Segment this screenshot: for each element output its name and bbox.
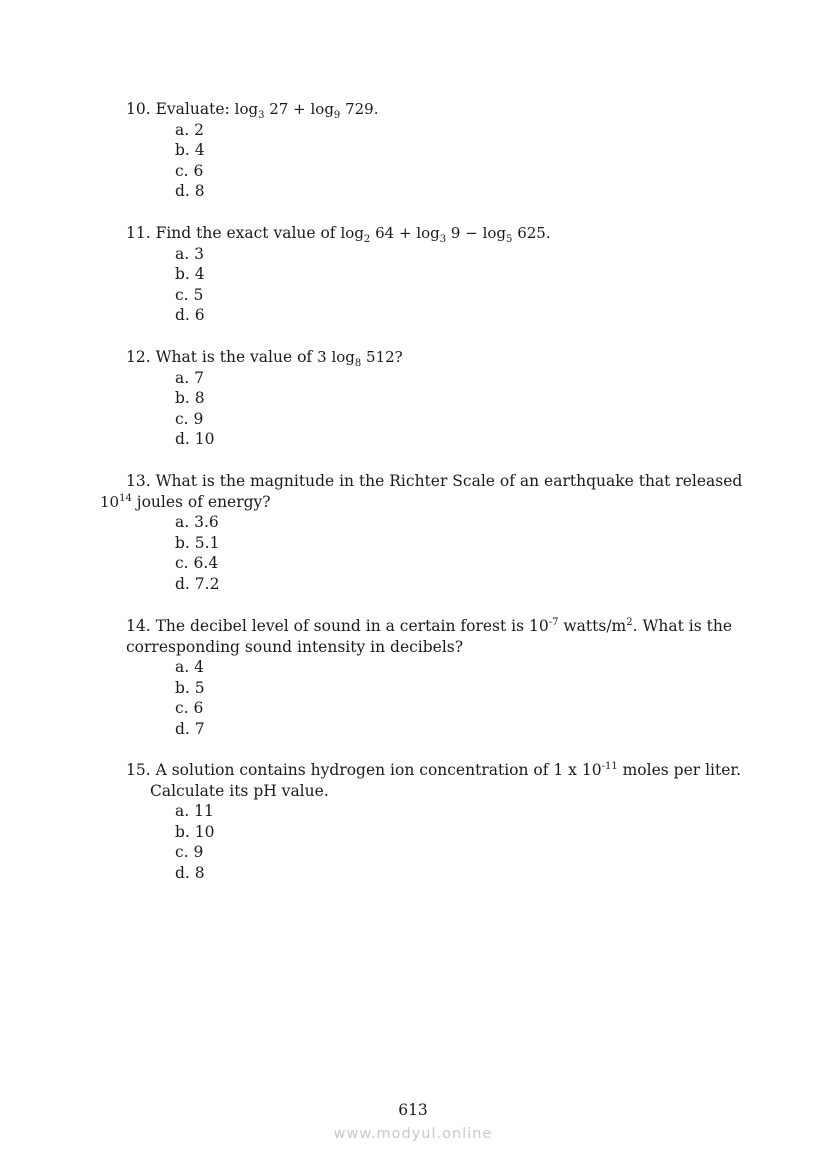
question-number: 10.: [126, 100, 151, 118]
answer-choices: [126, 120, 379, 202]
choice-a: a. 3.6: [175, 513, 219, 532]
answer-choices: [126, 368, 403, 450]
choice-d: d. 7.2: [175, 574, 220, 593]
question-10: [126, 99, 379, 202]
question-stem-line-2: Calculate its pH value.: [150, 781, 329, 800]
choice-c: c. 5: [175, 285, 204, 304]
answer-choices: [126, 657, 732, 739]
choice-d: d. 7: [175, 719, 205, 738]
question-text: What is the value of: [155, 348, 313, 366]
page-number: 613: [398, 1101, 428, 1119]
question-text: What is the magnitude in the Richter Scale of an earthquake that released: [155, 472, 743, 490]
question-12: [126, 347, 403, 450]
question-stem: [126, 99, 379, 120]
choice-b: b. 5: [175, 678, 205, 697]
choice-a: a. 11: [175, 802, 214, 821]
choice-a: a. 4: [175, 658, 204, 677]
question-number: 11.: [126, 224, 151, 242]
choice-c: c. 9: [175, 409, 204, 428]
choice-c: c. 9: [175, 843, 204, 862]
question-stem: [126, 347, 403, 368]
question-stem-line-2: corresponding sound intensity in decibels?: [126, 637, 464, 656]
choice-b: b. 8: [175, 389, 205, 408]
choice-d: d. 8: [175, 182, 205, 201]
question-number: 12.: [126, 348, 151, 366]
choice-c: c. 6.4: [175, 554, 219, 573]
choice-a: a. 3: [175, 244, 204, 263]
watermark: www.modyul.online: [333, 1126, 493, 1142]
choice-a: a. 7: [175, 368, 204, 387]
math-expression: $\log_3 27 + \log_9 729$.: [234, 100, 379, 121]
question-text: Find the exact value of: [155, 224, 336, 242]
choice-b: b. 5.1: [175, 533, 220, 552]
choice-c: c. 6: [175, 699, 204, 718]
question-number: 15.: [126, 761, 151, 779]
choice-b: b. 4: [175, 141, 205, 160]
question-number: 14.: [126, 617, 151, 635]
question-text: Evaluate:: [155, 100, 230, 118]
choice-c: c. 6: [175, 161, 204, 180]
math-expression: $\log_2 64 + \log_3 9 - \log_5 625$.: [340, 224, 551, 245]
choice-b: b. 4: [175, 265, 205, 284]
question-14: [126, 616, 732, 740]
energy-power: $10^{14}$: [100, 492, 132, 511]
question-stem-line-1: 14. The decibel level of sound in a certain forest is $10^{-7}$ watts/$m^2$. What is the: [126, 616, 733, 635]
answer-choices: [126, 801, 741, 883]
question-stem-line-2: $10^{14}$ joules of energy?: [100, 492, 271, 511]
question-stem-line-1: [126, 471, 743, 492]
question-stem: [126, 223, 551, 244]
choice-d: d. 8: [175, 863, 205, 882]
math-expression: 3 $\log_8 512$?: [317, 348, 403, 369]
choice-a: a. 2: [175, 120, 204, 139]
question-15: [126, 760, 741, 884]
question-stem-line-1: 15. A solution contains hydrogen ion concentration of 1 x $10^{-11}$ moles per liter.: [126, 760, 742, 779]
choice-d: d. 6: [175, 306, 205, 325]
question-11: [126, 223, 551, 326]
answer-choices: [126, 244, 551, 326]
choice-b: b. 10: [175, 822, 215, 841]
choice-d: d. 10: [175, 430, 215, 449]
question-13: [100, 471, 743, 595]
answer-choices: [126, 512, 727, 594]
question-number: 13.: [126, 472, 151, 490]
